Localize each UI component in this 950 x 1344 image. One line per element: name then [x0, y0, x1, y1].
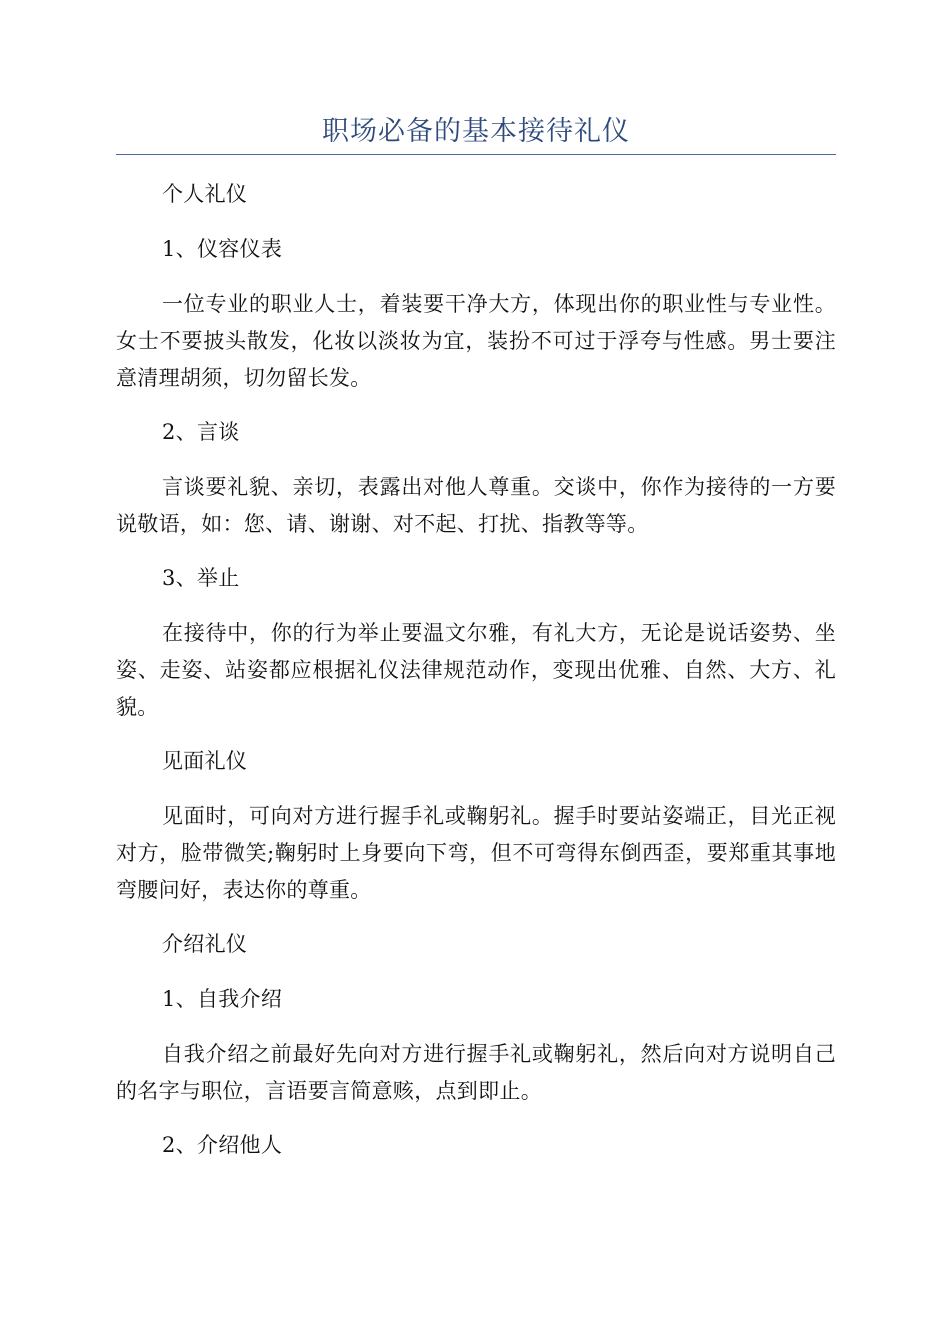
paragraph-speech: 言谈要礼貌、亲切，表露出对他人尊重。交谈中，你作为接待的一方要说敬语，如：您、请、谢谢、对不起、打扰、指教等等。 [116, 475, 836, 536]
subheading-introduce-others: 2、介绍他人 [162, 1133, 283, 1157]
subheading-speech: 2、言谈 [162, 420, 240, 444]
subheading-behavior: 3、举止 [162, 566, 240, 590]
subheading-self-introduction: 1、自我介绍 [162, 987, 283, 1011]
title-underline [116, 154, 836, 155]
paragraph-self-introduction: 自我介绍之前最好先向对方进行握手礼或鞠躬礼，然后向对方说明自己的名字与职位，言语要言简意赅，点到即止。 [116, 1042, 836, 1103]
paragraph-behavior: 在接待中，你的行为举止要温文尔雅，有礼大方，无论是说话姿势、坐姿、走姿、站姿都应根据礼仪法律规范动作，变现出优雅、自然、大方、礼貌。 [116, 621, 836, 719]
section-heading-personal-etiquette: 个人礼仪 [162, 182, 248, 206]
document-title: 职场必备的基本接待礼仪 [322, 116, 630, 147]
paragraph-meeting: 见面时，可向对方进行握手礼或鞠躬礼。握手时要站姿端正，目光正视对方，脸带微笑;鞠躬时上身要向下弯，但不可弯得东倒西歪，要郑重其事地弯腰问好，表达你的尊重。 [116, 804, 836, 902]
subheading-appearance: 1、仪容仪表 [162, 237, 283, 261]
section-heading-meeting-etiquette: 见面礼仪 [162, 749, 248, 773]
paragraph-appearance: 一位专业的职业人士，着装要干净大方，体现出你的职业性与专业性。女士不要披头散发，化妆以淡妆为宜，装扮不可过于浮夸与性感。男士要注意清理胡须，切勿留长发。 [116, 292, 836, 390]
section-heading-introduction-etiquette: 介绍礼仪 [162, 932, 248, 956]
document-body [116, 176, 836, 1182]
